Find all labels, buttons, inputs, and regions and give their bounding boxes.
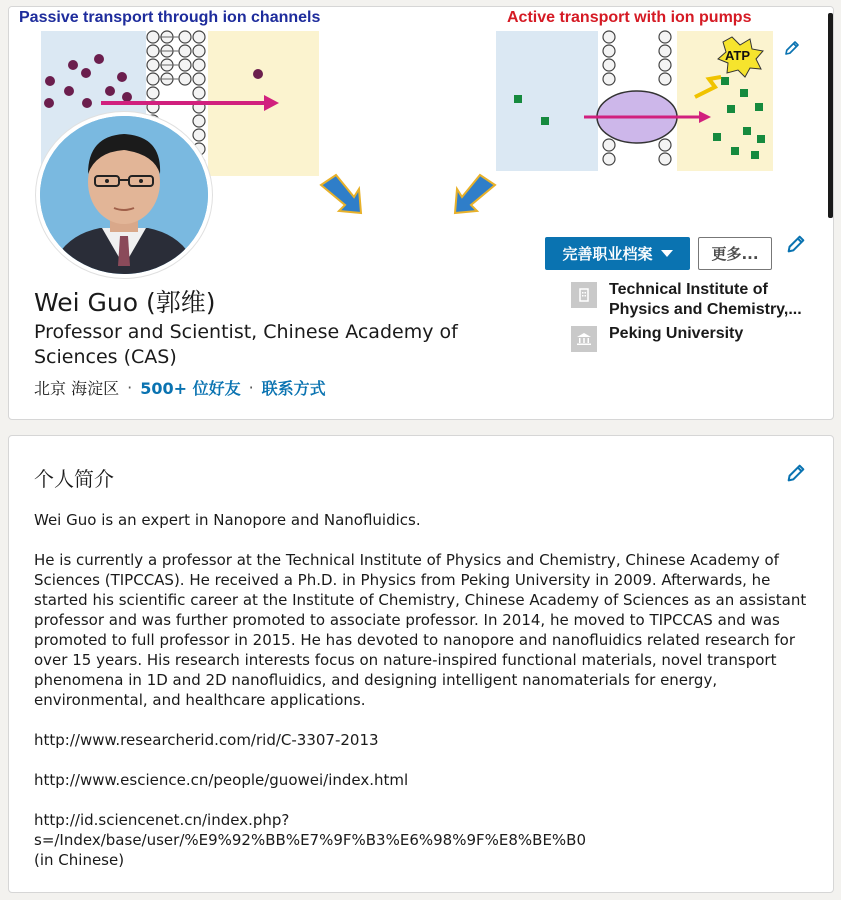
edit-about-pencil-icon[interactable] xyxy=(785,462,807,484)
scrollbar[interactable] xyxy=(828,13,833,218)
org-item-pku[interactable] xyxy=(571,324,821,352)
caret-down-icon xyxy=(661,250,673,257)
edit-banner-pencil-icon[interactable] xyxy=(783,39,801,57)
about-link-sciencenet xyxy=(34,810,819,870)
location: 北京 海淀区 xyxy=(34,379,120,398)
separator-dot: · xyxy=(127,378,133,397)
organizations-list xyxy=(571,280,821,356)
about-paragraph-bio: He is currently a professor at the Technical Institute of Physics and Chemistry, Chinese Academy of Sciences (TIPCCAS). He received a Ph.D. in Physics from Peking University in 2009. Afterwards, he started his scientific career at the Institute of Chemistry, Chinese Academy of Sciences as an assistant professor and was further promoted to associate professor. In 2014, he moved to TIPCCAS and was promoted to full professor in 2015. He has devoted to nanopore and nanofluidics related research for over 15 years. His research interests focus on nature-inspired functional materials, novel transport phenomena in 1D and 2D nanofluidics, and designing intelligent nanomaterials for energy, environmental, and healthcare applications. xyxy=(34,551,807,709)
complete-profile-label: 完善职业档案 xyxy=(562,245,653,263)
about-title: 个人简介 xyxy=(34,467,114,491)
profile-headline: Professor and Scientist, Chinese Academy of Sciences (CAS) xyxy=(34,321,458,368)
building-icon xyxy=(571,282,597,308)
org-name: Peking University xyxy=(609,325,744,342)
connections-link[interactable]: 500+ 位好友 xyxy=(140,379,241,398)
org-name: Technical Institute of Physics and Chemistry,... xyxy=(609,281,802,318)
contact-info-link[interactable]: 联系方式 xyxy=(261,379,326,398)
profile-name: Wei Guo (郭维) xyxy=(34,288,216,317)
banner-caption-left: Passive transport through ion channels xyxy=(19,9,321,26)
profile-meta xyxy=(34,376,326,399)
avatar[interactable] xyxy=(36,112,212,278)
svg-text:ATP: ATP xyxy=(725,48,751,63)
about-link-researcherid: http://www.researcherid.com/rid/C-3307-2013 xyxy=(34,731,379,749)
sciencenet-line-3: (in Chinese) xyxy=(34,851,125,869)
about-paragraph-intro: Wei Guo is an expert in Nanopore and Nanofluidics. xyxy=(34,511,421,529)
about-card xyxy=(8,435,834,893)
sciencenet-line-1: http://id.sciencenet.cn/index.php? xyxy=(34,811,290,829)
profile-top-card xyxy=(8,6,834,420)
about-link-escience: http://www.escience.cn/people/guowei/index.html xyxy=(34,771,409,789)
banner-caption-right: Active transport with ion pumps xyxy=(507,9,752,26)
complete-profile-button[interactable] xyxy=(545,237,690,270)
separator-dot: · xyxy=(248,378,254,397)
sciencenet-line-2: s=/Index/base/user/%E9%92%BB%E7%9F%B3%E6%98%9F%E8%BE%B0 xyxy=(34,831,587,849)
edit-intro-pencil-icon[interactable] xyxy=(785,233,807,255)
more-button[interactable]: 更多... xyxy=(698,237,772,270)
about-body xyxy=(34,510,819,890)
org-item-tipc[interactable] xyxy=(571,280,821,320)
university-icon xyxy=(571,326,597,352)
